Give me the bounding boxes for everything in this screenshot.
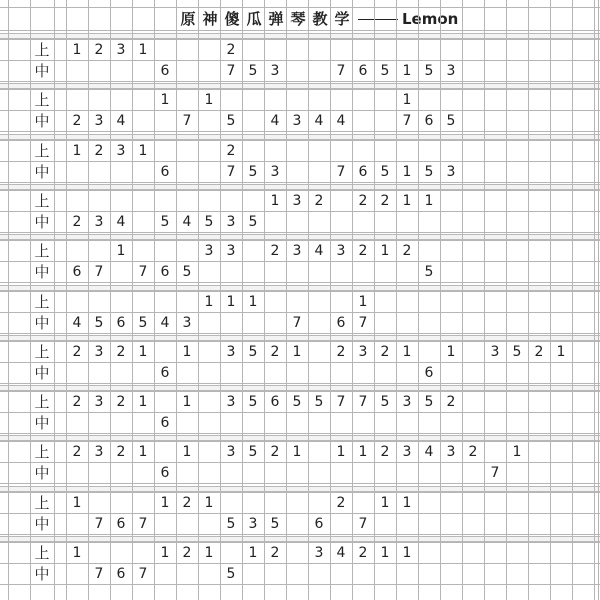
note-cell: 3 [94, 344, 104, 360]
note-cell: 3 [226, 394, 236, 410]
note-cell: 7 [490, 465, 500, 481]
note-cell: 5 [380, 164, 390, 180]
upper-row-label: 上 [34, 544, 50, 562]
stave-separator [0, 33, 600, 39]
note-cell: 1 [380, 545, 390, 561]
note-cell: 3 [402, 444, 412, 460]
note-cell: 3 [248, 516, 258, 532]
note-cell: 1 [556, 344, 566, 360]
note-cell: 5 [160, 214, 170, 230]
note-cell: 3 [182, 315, 192, 331]
note-cell: 5 [380, 394, 390, 410]
stave-separator [0, 435, 600, 441]
note-cell: 1 [204, 545, 214, 561]
note-cell: 7 [292, 315, 302, 331]
middle-row [0, 313, 600, 333]
upper-row [0, 141, 600, 161]
note-cell: 7 [94, 264, 104, 280]
upper-row [0, 392, 600, 412]
note-cell: 2 [72, 394, 82, 410]
note-cell: 4 [72, 315, 82, 331]
upper-row [0, 241, 600, 261]
title-char: 神 [202, 10, 218, 28]
note-cell: 3 [292, 113, 302, 129]
stave-separator [0, 234, 600, 240]
note-cell: 1 [380, 495, 390, 511]
note-cell: 1 [292, 344, 302, 360]
upper-row-label: 上 [34, 142, 50, 160]
note-cell: 6 [72, 264, 82, 280]
note-cell: 1 [72, 42, 82, 58]
note-cell: 2 [182, 545, 192, 561]
upper-row-label: 上 [34, 192, 50, 210]
note-cell: 2 [358, 545, 368, 561]
note-cell: 4 [424, 444, 434, 460]
note-cell: 4 [314, 113, 324, 129]
note-cell: 2 [226, 42, 236, 58]
note-cell: 7 [336, 394, 346, 410]
title-char: 教 [312, 10, 328, 28]
upper-row-label: 上 [34, 393, 50, 411]
note-cell: 2 [72, 113, 82, 129]
middle-row [0, 463, 600, 483]
note-cell: 5 [424, 63, 434, 79]
note-cell: 2 [358, 243, 368, 259]
note-cell: 2 [402, 243, 412, 259]
upper-row-label: 上 [34, 494, 50, 512]
note-cell: 5 [226, 566, 236, 582]
upper-row [0, 342, 600, 362]
note-cell: 3 [358, 344, 368, 360]
upper-row [0, 442, 600, 462]
note-cell: 5 [226, 516, 236, 532]
middle-row [0, 564, 600, 584]
note-cell: 1 [358, 294, 368, 310]
stave-separator [0, 536, 600, 542]
note-cell: 7 [226, 164, 236, 180]
note-cell: 4 [116, 214, 126, 230]
note-cell: 3 [446, 164, 456, 180]
note-cell: 1 [204, 92, 214, 108]
note-cell: 1 [402, 495, 412, 511]
stave-separator [0, 335, 600, 341]
note-cell: 1 [72, 545, 82, 561]
note-cell: 5 [94, 315, 104, 331]
note-cell: 7 [226, 63, 236, 79]
note-cell: 2 [116, 344, 126, 360]
note-cell: 3 [116, 143, 126, 159]
upper-row [0, 40, 600, 60]
note-cell: 7 [336, 63, 346, 79]
note-cell: 3 [94, 214, 104, 230]
note-cell: 2 [270, 444, 280, 460]
middle-row [0, 61, 600, 81]
note-cell: 3 [94, 394, 104, 410]
note-cell: 6 [160, 63, 170, 79]
note-cell: 6 [116, 315, 126, 331]
note-cell: 7 [94, 516, 104, 532]
note-cell: 1 [402, 193, 412, 209]
note-cell: 5 [446, 113, 456, 129]
note-cell: 5 [204, 214, 214, 230]
title-char: 原 [180, 10, 196, 28]
note-cell: 5 [292, 394, 302, 410]
note-cell: 5 [248, 164, 258, 180]
note-cell: 3 [94, 444, 104, 460]
note-cell: 2 [380, 444, 390, 460]
note-cell: 7 [358, 516, 368, 532]
note-cell: 5 [138, 315, 148, 331]
note-cell: 1 [446, 344, 456, 360]
stave-separator [0, 285, 600, 291]
middle-row [0, 162, 600, 182]
note-cell: 7 [138, 264, 148, 280]
note-cell: 1 [160, 495, 170, 511]
note-cell: 4 [336, 545, 346, 561]
note-cell: 6 [160, 365, 170, 381]
note-cell: 3 [226, 444, 236, 460]
note-cell: 2 [468, 444, 478, 460]
note-cell: 5 [424, 394, 434, 410]
stave-separator [0, 134, 600, 140]
upper-row-label: 上 [34, 242, 50, 260]
note-cell: 6 [160, 465, 170, 481]
note-cell: 7 [402, 113, 412, 129]
note-cell: 1 [160, 545, 170, 561]
note-cell: 2 [72, 344, 82, 360]
note-cell: 1 [182, 394, 192, 410]
note-cell: 6 [358, 164, 368, 180]
upper-row [0, 292, 600, 312]
note-cell: 3 [314, 545, 324, 561]
note-cell: 6 [358, 63, 368, 79]
middle-row-label: 中 [34, 314, 50, 332]
note-cell: 3 [446, 444, 456, 460]
note-cell: 2 [380, 344, 390, 360]
note-cell: 7 [358, 315, 368, 331]
title-dash [358, 19, 398, 20]
note-cell: 1 [380, 243, 390, 259]
note-cell: 3 [446, 63, 456, 79]
note-cell: 2 [270, 344, 280, 360]
upper-row [0, 191, 600, 211]
note-cell: 1 [336, 444, 346, 460]
middle-row-label: 中 [34, 62, 50, 80]
middle-row-label: 中 [34, 213, 50, 231]
note-cell: 3 [204, 243, 214, 259]
note-cell: 2 [270, 545, 280, 561]
middle-row-label: 中 [34, 364, 50, 382]
note-cell: 6 [270, 394, 280, 410]
note-cell: 3 [336, 243, 346, 259]
note-cell: 3 [270, 63, 280, 79]
score-title [0, 8, 600, 30]
note-cell: 5 [512, 344, 522, 360]
note-cell: 7 [358, 394, 368, 410]
note-cell: 6 [424, 365, 434, 381]
note-cell: 3 [292, 193, 302, 209]
note-cell: 2 [116, 444, 126, 460]
middle-row [0, 413, 600, 433]
middle-row [0, 514, 600, 534]
middle-row-label: 中 [34, 565, 50, 583]
note-cell: 3 [226, 214, 236, 230]
note-cell: 6 [424, 113, 434, 129]
note-cell: 1 [402, 92, 412, 108]
note-cell: 3 [94, 113, 104, 129]
note-cell: 5 [270, 516, 280, 532]
note-cell: 1 [138, 143, 148, 159]
note-cell: 4 [116, 113, 126, 129]
note-cell: 5 [424, 164, 434, 180]
middle-row-label: 中 [34, 112, 50, 130]
note-cell: 6 [160, 264, 170, 280]
note-cell: 2 [534, 344, 544, 360]
note-cell: 5 [226, 113, 236, 129]
note-cell: 2 [94, 42, 104, 58]
stave-separator [0, 486, 600, 492]
note-cell: 4 [182, 214, 192, 230]
note-cell: 2 [72, 444, 82, 460]
note-cell: 2 [336, 495, 346, 511]
title-char: 弹 [268, 10, 284, 28]
note-cell: 3 [402, 394, 412, 410]
note-cell: 5 [248, 394, 258, 410]
note-cell: 2 [358, 193, 368, 209]
note-cell: 6 [336, 315, 346, 331]
note-cell: 5 [380, 63, 390, 79]
note-cell: 6 [116, 566, 126, 582]
note-cell: 1 [402, 545, 412, 561]
middle-row [0, 111, 600, 131]
upper-row-label: 上 [34, 41, 50, 59]
note-cell: 1 [116, 243, 126, 259]
note-cell: 6 [314, 516, 324, 532]
middle-row [0, 262, 600, 282]
upper-row [0, 90, 600, 110]
note-cell: 2 [94, 143, 104, 159]
note-cell: 5 [314, 394, 324, 410]
note-cell: 4 [270, 113, 280, 129]
note-cell: 1 [512, 444, 522, 460]
note-cell: 1 [402, 63, 412, 79]
note-cell: 1 [138, 344, 148, 360]
upper-row-label: 上 [34, 443, 50, 461]
upper-row-label: 上 [34, 91, 50, 109]
note-cell: 5 [248, 214, 258, 230]
title-char: 瓜 [246, 10, 262, 28]
note-cell: 1 [402, 164, 412, 180]
upper-row [0, 493, 600, 513]
note-cell: 3 [270, 164, 280, 180]
note-cell: 3 [292, 243, 302, 259]
middle-row-label: 中 [34, 515, 50, 533]
title-char: 傻 [224, 10, 240, 28]
note-cell: 7 [138, 566, 148, 582]
stave-separator [0, 385, 600, 391]
song-name: Lemon [402, 10, 459, 28]
note-cell: 1 [204, 294, 214, 310]
note-cell: 3 [226, 344, 236, 360]
note-cell: 1 [138, 42, 148, 58]
middle-row [0, 212, 600, 232]
title-char: 学 [334, 10, 350, 28]
upper-row [0, 543, 600, 563]
note-cell: 7 [94, 566, 104, 582]
note-cell: 2 [182, 495, 192, 511]
note-cell: 3 [490, 344, 500, 360]
note-cell: 1 [248, 545, 258, 561]
note-cell: 1 [138, 444, 148, 460]
note-cell: 1 [182, 344, 192, 360]
note-cell: 1 [204, 495, 214, 511]
note-cell: 6 [160, 415, 170, 431]
stave-separator [0, 83, 600, 89]
note-cell: 4 [336, 113, 346, 129]
middle-row-label: 中 [34, 163, 50, 181]
title-char: 琴 [290, 10, 306, 28]
note-cell: 2 [380, 193, 390, 209]
note-cell: 2 [72, 214, 82, 230]
note-cell: 7 [138, 516, 148, 532]
note-cell: 1 [226, 294, 236, 310]
note-cell: 4 [314, 243, 324, 259]
note-cell: 6 [160, 164, 170, 180]
note-cell: 5 [182, 264, 192, 280]
note-cell: 1 [424, 193, 434, 209]
middle-row [0, 363, 600, 383]
note-cell: 5 [248, 63, 258, 79]
note-cell: 3 [116, 42, 126, 58]
stave-separator [0, 184, 600, 190]
note-cell: 2 [314, 193, 324, 209]
note-cell: 2 [446, 394, 456, 410]
middle-row-label: 中 [34, 263, 50, 281]
note-cell: 1 [182, 444, 192, 460]
note-cell: 7 [336, 164, 346, 180]
note-cell: 2 [226, 143, 236, 159]
note-cell: 1 [402, 344, 412, 360]
note-cell: 1 [248, 294, 258, 310]
note-cell: 1 [270, 193, 280, 209]
note-cell: 2 [336, 344, 346, 360]
note-cell: 1 [358, 444, 368, 460]
middle-row-label: 中 [34, 414, 50, 432]
note-cell: 7 [182, 113, 192, 129]
middle-row-label: 中 [34, 464, 50, 482]
note-cell: 2 [116, 394, 126, 410]
note-cell: 1 [72, 495, 82, 511]
note-cell: 1 [72, 143, 82, 159]
note-cell: 1 [160, 92, 170, 108]
note-cell: 1 [292, 444, 302, 460]
note-cell: 5 [248, 444, 258, 460]
note-cell: 6 [116, 516, 126, 532]
note-cell: 2 [270, 243, 280, 259]
note-cell: 4 [160, 315, 170, 331]
note-cell: 5 [424, 264, 434, 280]
note-cell: 3 [226, 243, 236, 259]
upper-row-label: 上 [34, 343, 50, 361]
upper-row-label: 上 [34, 293, 50, 311]
note-cell: 5 [248, 344, 258, 360]
note-cell: 1 [138, 394, 148, 410]
